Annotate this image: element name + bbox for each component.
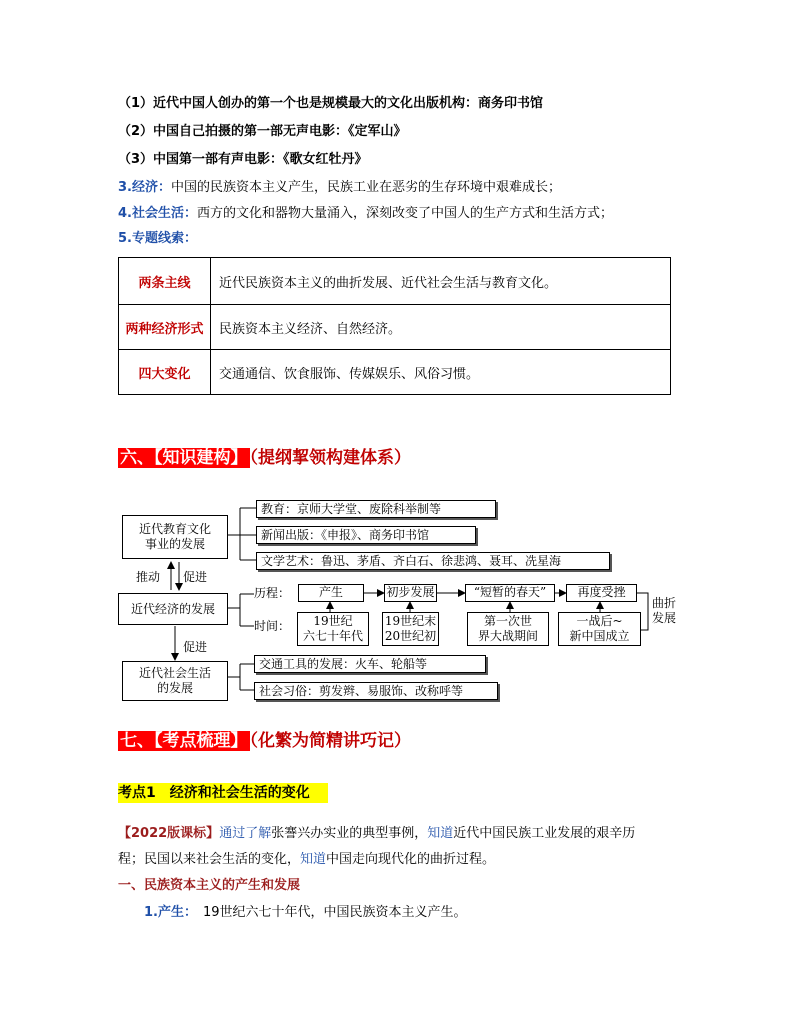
intro-item-3: （3）中国第一部有声电影：《歌女红牡丹》 (118, 152, 368, 167)
time-box: 一战后~ 新中国成立 (558, 612, 641, 646)
edu-item: 文学艺术：鲁迅、茅盾、齐白石、徐悲鸿、聂耳、冼星海 (256, 552, 610, 570)
section-6-subtitle: （提纲挈领构建体系） (249, 448, 411, 468)
standard-line-2 (118, 852, 495, 868)
item-1-text: 19世纪六七十年代，中国民族资本主义产生。 (202, 905, 467, 920)
stage-box: 产生 (298, 584, 364, 602)
point-social-label: 4.社会生活： (118, 206, 197, 221)
standard-p2: 张謇兴办实业的典型事例， (271, 826, 428, 841)
time-box: 第一次世 界大战期间 (467, 612, 549, 646)
edu-item: 新闻出版：《申报》、商务印书馆 (256, 526, 476, 544)
point-social-text: 西方的文化和器物大量涌入，深刻改变了中国人的生产方式和生活方式； (196, 206, 613, 221)
item-1 (144, 905, 467, 921)
label-tuidong: 推动 (136, 570, 161, 584)
edu-culture-box: 近代教育文化 事业的发展 (122, 515, 228, 559)
table-key: 四大变化 (119, 350, 211, 395)
economy-box: 近代经济的发展 (118, 593, 228, 625)
table-value: 民族资本主义经济、自然经济。 (211, 305, 671, 350)
stage-box: 初步发展 (384, 584, 437, 602)
standard-p1: 通过了解 (219, 826, 272, 841)
social-item: 交通工具的发展：火车、轮船等 (254, 655, 486, 673)
time-box: 19世纪末 20世纪初 (382, 612, 439, 646)
standard-p3: 知道 (427, 826, 454, 841)
table-key: 两条主线 (119, 258, 211, 305)
intro-item-2: （2）中国自己拍摄的第一部无声电影：《定军山》 (118, 124, 407, 139)
intro-item-1: （1）近代中国人创办的第一个也是规模最大的文化出版机构：商务印书馆 (118, 96, 544, 111)
table-value: 交通通信、饮食服饰、传媒娱乐、风俗习惯。 (211, 350, 671, 395)
standard-tag: 【2022版课标】 (118, 826, 220, 841)
label-licheng: 历程： (254, 586, 291, 600)
social-item: 社会习俗：剪发辫、易服饰、改称呼等 (254, 682, 498, 700)
point-economy-text: 中国的民族资本主义产生，民族工业在恶劣的生存环境中艰难成长； (170, 180, 561, 195)
label-shijian: 时间： (254, 619, 291, 633)
label-quzhe: 曲折 发展 (652, 596, 677, 625)
label-cujin-1: 促进 (183, 570, 208, 584)
table-key: 两种经济形式 (119, 305, 211, 350)
standard-line-1 (118, 826, 635, 842)
item-1-label: 1.产生： (144, 905, 197, 920)
point-clue-label: 5.专题线索： (118, 231, 197, 246)
section-7-heading (118, 729, 411, 753)
stage-box: “短暂的春天” (465, 584, 555, 602)
edu-item: 教育：京师大学堂、废除科举制等 (256, 500, 496, 518)
standard-p4: 近代中国民族工业发展的艰辛历 (453, 826, 636, 841)
section-7-subtitle: （化繁为简精讲巧记） (249, 731, 411, 751)
standard-p5: 程；民国以来社会生活的变化， (118, 852, 301, 867)
stage-box: 再度受挫 (566, 584, 637, 602)
table-value: 近代民族资本主义的曲折发展、近代社会生活与教育文化。 (211, 258, 671, 305)
section-6-title: 六、【知识建构】 (120, 448, 248, 468)
time-box: 19世纪 六七十年代 (297, 612, 369, 646)
standard-p7: 中国走向现代化的曲折过程。 (326, 852, 496, 867)
point-economy-label: 3.经济： (118, 180, 171, 195)
social-life-box: 近代社会生活 的发展 (122, 661, 228, 701)
kaodian-heading: 考点1 经济和社会生活的变化 (118, 783, 328, 803)
section-7-title: 七、【考点梳理】 (120, 731, 248, 751)
subheading-1: 一、民族资本主义的产生和发展 (118, 878, 301, 893)
label-cujin-2: 促进 (183, 640, 208, 654)
standard-p6: 知道 (300, 852, 327, 867)
